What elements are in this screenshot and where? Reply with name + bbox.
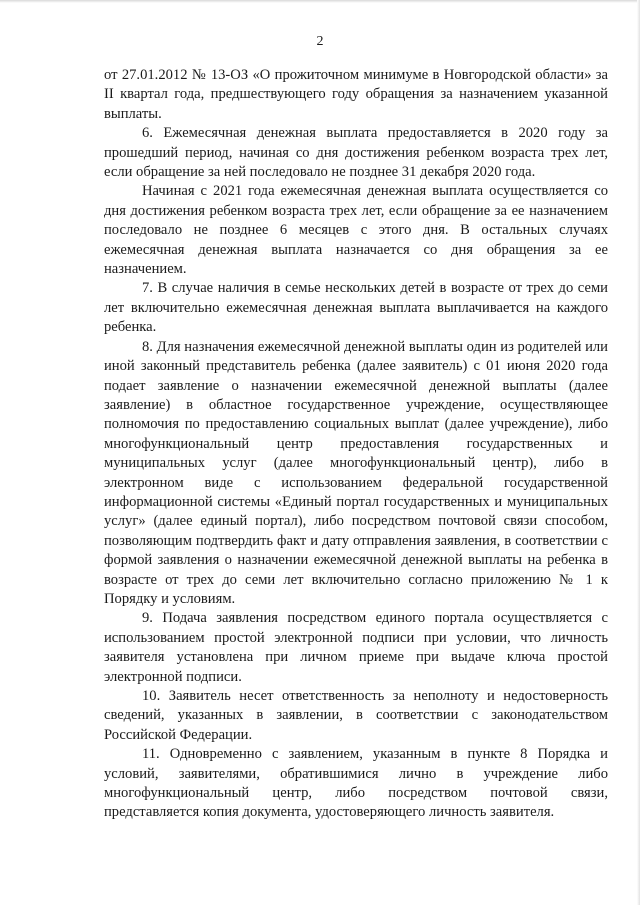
page-number: 2 — [316, 34, 324, 49]
paragraph-10: 10. Заявитель несет ответственность за неполноту и недостоверность сведений, указанных в заявлении, в соответствии с законодательством Российской Федерации. — [104, 688, 608, 743]
scan-edge — [0, 0, 640, 3]
paragraph-9: 9. Подача заявления посредством единого портала осуществляется с использованием простой электронной подписи при условии, что личность заявителя установлена при личном приеме при выдаче ключа простой электронной подписи. — [104, 610, 608, 685]
paragraph-8: 8. Для назначения ежемесячной денежной выплаты один из родителей или иной законный представитель ребенка (далее заявитель) с 01 июня 2020 года подает заявление о назначении ежемесячной денежной выплаты (далее заявление) в областное государственное учреждение, осуществляющее полномочия по предоставлению социальных выплат (далее учреждение), либо многофункциональный центр предоставления государственных и муниципальных услуг (далее многофункциональный центр), либо в электронном виде с использованием федеральной государственной информационной системы «Единый портал государственных и муниципальных услуг» (далее единый портал), либо посредством почтовой связи способом, позволяющим подтвердить факт и дату отправления заявления, в соответствии с формой заявления о назначении ежемесячной денежной выплаты на ребенка в возрасте от трех до семи лет включительно согласно приложению № 1 к Порядку и условиям. — [104, 338, 608, 607]
paragraph-6: 6. Ежемесячная денежная выплата предоставляется в 2020 году за прошедший период, начиная со дня достижения ребенком возраста трех лет, если обращение за ней последовало не позднее 31 декабря 2020 года. — [104, 125, 608, 181]
paragraph-continuation: от 27.01.2012 № 13-ОЗ «О прожиточном минимуме в Новгородской области» за II квартал года, предшествующего году обращения за назначением указанной выплаты. — [104, 67, 608, 122]
paragraph-11: 11. Одновременно с заявлением, указанным в пункте 8 Порядка и условий, заявителями, обратившимися лично в учреждение либо многофункциональный центр, либо посредством почтовой связи, представляется копия документа, удостоверяющего личность заявителя. — [104, 746, 608, 821]
document-body — [104, 66, 608, 823]
paragraph-6-continued: Начиная с 2021 года ежемесячная денежная выплата осуществляется со дня достижения ребенком возраста трех лет, если обращение за ее назначением последовало не позднее 6 месяцев с этого дня. В остальных случаях ежемесячная денежная выплата назначается со дня обращения за ее назначением. — [104, 183, 608, 278]
paragraph-7: 7. В случае наличия в семье нескольких детей в возрасте от трех до семи лет включительно ежемесячная денежная выплата выплачивается на каждого ребенка. — [104, 280, 608, 336]
